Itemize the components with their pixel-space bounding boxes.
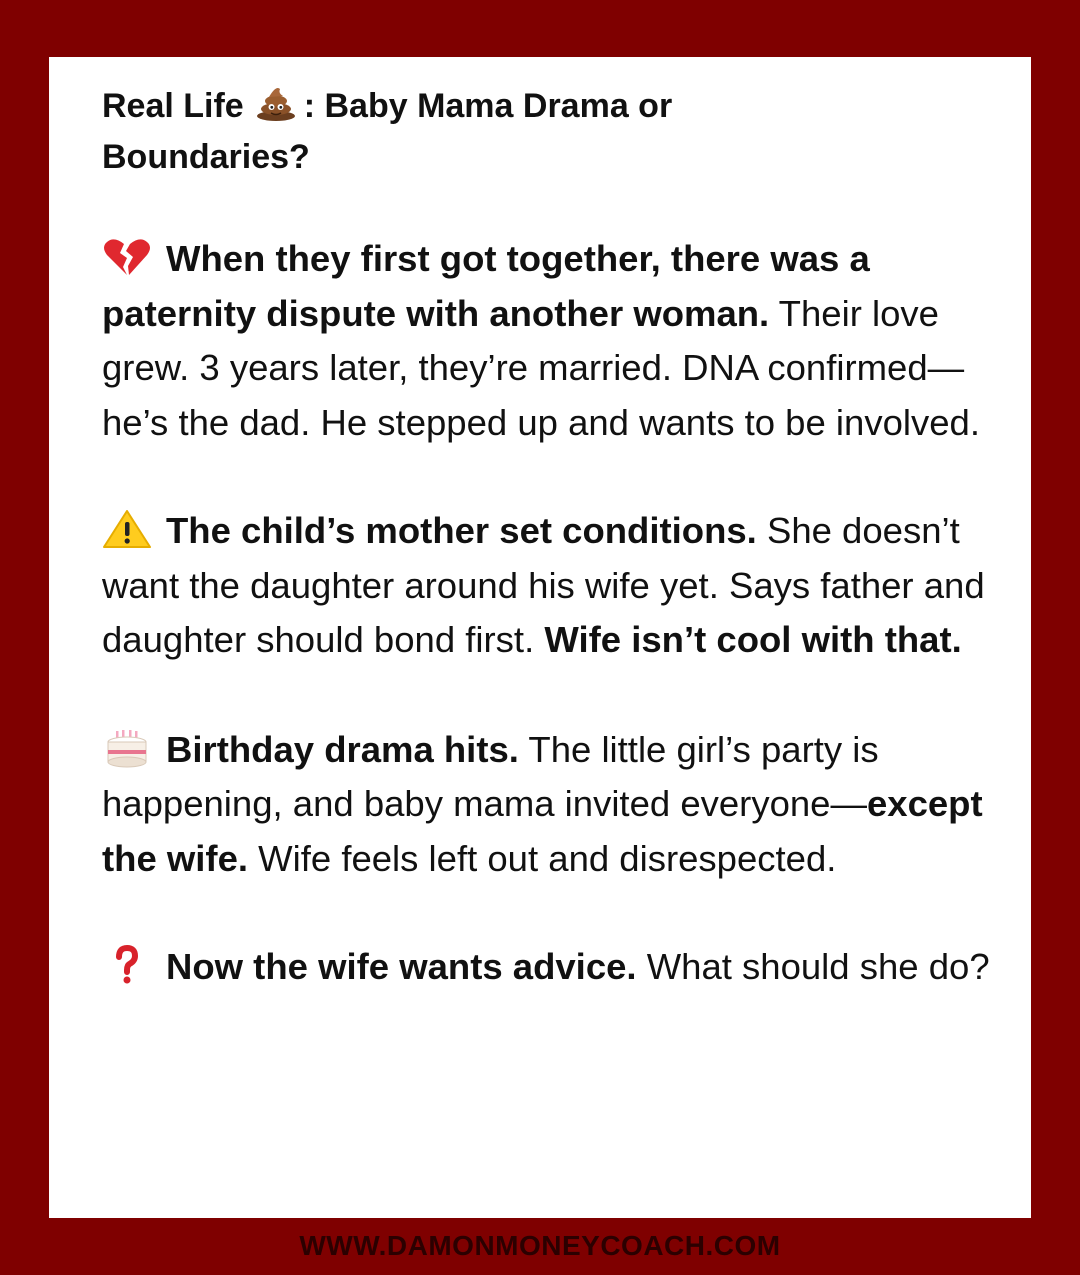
question-mark-icon <box>102 945 152 985</box>
birthday-cake-icon <box>102 728 152 768</box>
paragraph-advice-text: What should she do? <box>636 946 990 987</box>
poop-emoji-icon <box>254 85 298 121</box>
paragraph-paternity-bold: When they first got together, there was a paternity dispute with another woman. <box>102 238 870 334</box>
post-title <box>102 81 802 183</box>
paragraph-birthday-text-2: Wife feels left out and disrespected. <box>248 837 837 879</box>
website-footer: WWW.DAMONMONEYCOACH.COM <box>299 1230 781 1261</box>
paragraph-birthday-bold-2: except the wife. <box>102 783 983 879</box>
title-text-after: : Baby Mama Drama or Boundaries? <box>102 87 673 176</box>
paragraph-paternity <box>102 232 991 450</box>
paragraph-birthday-text: The little girl’s party is happening, and baby mama invited everyone— <box>102 728 879 824</box>
title-text-before: Real Life <box>102 87 244 125</box>
paragraph-paternity-text: Their love grew. 3 years later, they’re married. DNA confirmed—he’s the dad. He stepped up and wants to be involved. <box>102 292 980 443</box>
paragraph-conditions-text: She doesn’t want the daughter around his wife yet. Says father and daughter should bond first. <box>102 510 985 660</box>
paragraph-conditions-bold-2: Wife isn’t cool with that. <box>544 619 962 660</box>
warning-icon <box>102 509 152 549</box>
broken-heart-icon <box>102 237 152 277</box>
paragraph-birthday <box>102 723 991 887</box>
paragraph-advice <box>102 940 991 995</box>
paragraph-advice-bold: Now the wife wants advice. <box>166 946 637 987</box>
paragraph-birthday-bold: Birthday drama hits. <box>166 728 519 770</box>
paragraph-conditions-bold: The child’s mother set conditions. <box>166 510 757 551</box>
post-card <box>49 57 1031 1218</box>
paragraph-conditions <box>102 504 991 668</box>
